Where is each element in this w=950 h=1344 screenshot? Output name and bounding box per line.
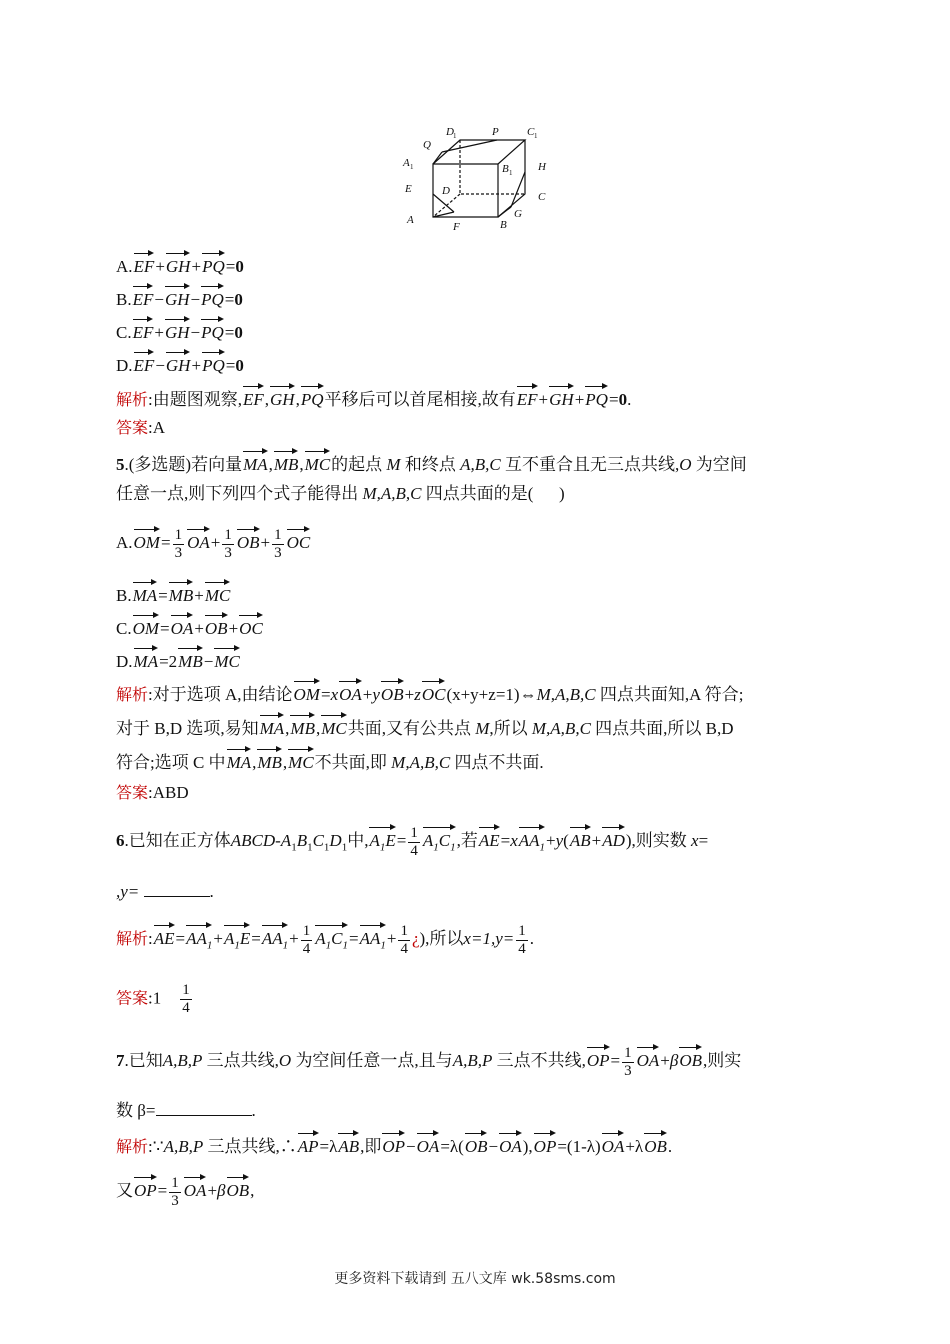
q6-analysis: 解析$:AE=AA_1+A_1E=AA_1+$ $\frac{1}{4}$ $A_1C_1=AA_1+$ $\frac{1}{4}$ ¿),所以x=1,y= $\frac{1}{4}$ . (116, 920, 534, 958)
q5-stem-line2: 任意一点,则下列四个式子能得出 M,A,B,C 四点共面的是( ) (116, 484, 565, 503)
q5-stem-line1: 5.(多选题)若向量MA,MB,MC的起点 M 和终点 A,B,C 互不重合且无三点共线,O 为空间 (116, 446, 747, 478)
q4-option-a: A.EF+GH+PQ=0 (116, 248, 244, 280)
label-B1: B (502, 163, 509, 175)
svg-text:1: 1 (453, 132, 457, 140)
q7-analysis-line1: 解析:∵A,B,P 三点共线,∴AP=λAB,即OP−OA=λ(OB−OA),OP=(1-λ)OA+λOB. (116, 1128, 672, 1160)
label-H: H (538, 161, 546, 173)
label-E: E (405, 183, 412, 195)
label-D1: D (446, 126, 454, 138)
q5-option-d: D.MA=2MB−MC (116, 643, 241, 675)
q7-analysis-line2: 又OP= $\frac{1}{3}$ OA+βOB, (116, 1172, 254, 1210)
q7-stem-line2: 数 β= . (116, 1101, 256, 1120)
label-P: P (492, 126, 499, 138)
footer-source: 更多资料下载请到 五八文库 wk.58sms.com (334, 1271, 616, 1287)
label-A: A (407, 214, 414, 226)
label-A1: A (403, 157, 410, 169)
q5-analysis-line1: 解析:对于选项 A,由结论OM=xOA+yOB+zOC(x+y+z=1)⇔M,A,B,C 四点共面知,A 符合; (116, 676, 743, 708)
q7-stem: 7.已知A,B,P 三点共线,O 为空间任意一点,且与A,B,P 三点不共线,OP= $\frac{1}{3}$ OA+βOB,则实 (116, 1042, 741, 1080)
svg-text:1: 1 (410, 163, 414, 171)
q5-answer: 答案:ABD (116, 783, 189, 802)
label-C: C (538, 191, 546, 203)
label-F: F (453, 221, 460, 232)
q5-option-b: B.MA=MB+MC (116, 577, 231, 609)
q4-option-c: C.EF+GH−PQ=0 (116, 314, 243, 346)
label-C1: C (527, 126, 535, 138)
q4-answer: 答案:A (116, 418, 166, 437)
q6-answer: 答案:1 $\frac{1}{4}$ (116, 982, 190, 1016)
svg-text:1: 1 (509, 169, 513, 177)
q4-option-d: D.EF−GH+PQ=0 (116, 347, 244, 379)
q5-analysis-line3: 符合;选项 C 中MA,MB,MC不共面,即 M,A,B,C 四点不共面. (116, 744, 544, 776)
label-G: G (514, 208, 522, 220)
q6-stem: 6.已知在正方体ABCD-$A_1B_1C_1D_1$中$,A_1E=$ $\frac{1}{4}$ $A_1C_1$,若AE=xAA$_1$+y(AB+AD),则实数 x= (116, 822, 708, 860)
label-Q: Q (423, 139, 431, 151)
q5-option-a: A.OM= $\frac{1}{3}$ OA+ $\frac{1}{3}$ OB+ $\frac{1}{3}$ OC (116, 524, 311, 562)
svg-text:1: 1 (534, 132, 538, 140)
q4-analysis: 解析:由题图观察,EF,GH,PQ平移后可以首尾相接,故有EF+GH+PQ=0. (116, 381, 631, 413)
cube-figure (396, 122, 566, 232)
label-B: B (500, 219, 507, 231)
q4-option-b: B.EF−GH−PQ=0 (116, 281, 243, 313)
q5-option-c: C.OM=OA+OB+OC (116, 610, 264, 642)
label-D: D (442, 185, 450, 197)
q5-analysis-line2: 对于 B,D 选项,易知MA,MB,MC共面,又有公共点 M,所以 M,A,B,C 四点共面,所以 B,D (116, 710, 734, 742)
q6-stem-line2: ,y= . (116, 882, 214, 901)
